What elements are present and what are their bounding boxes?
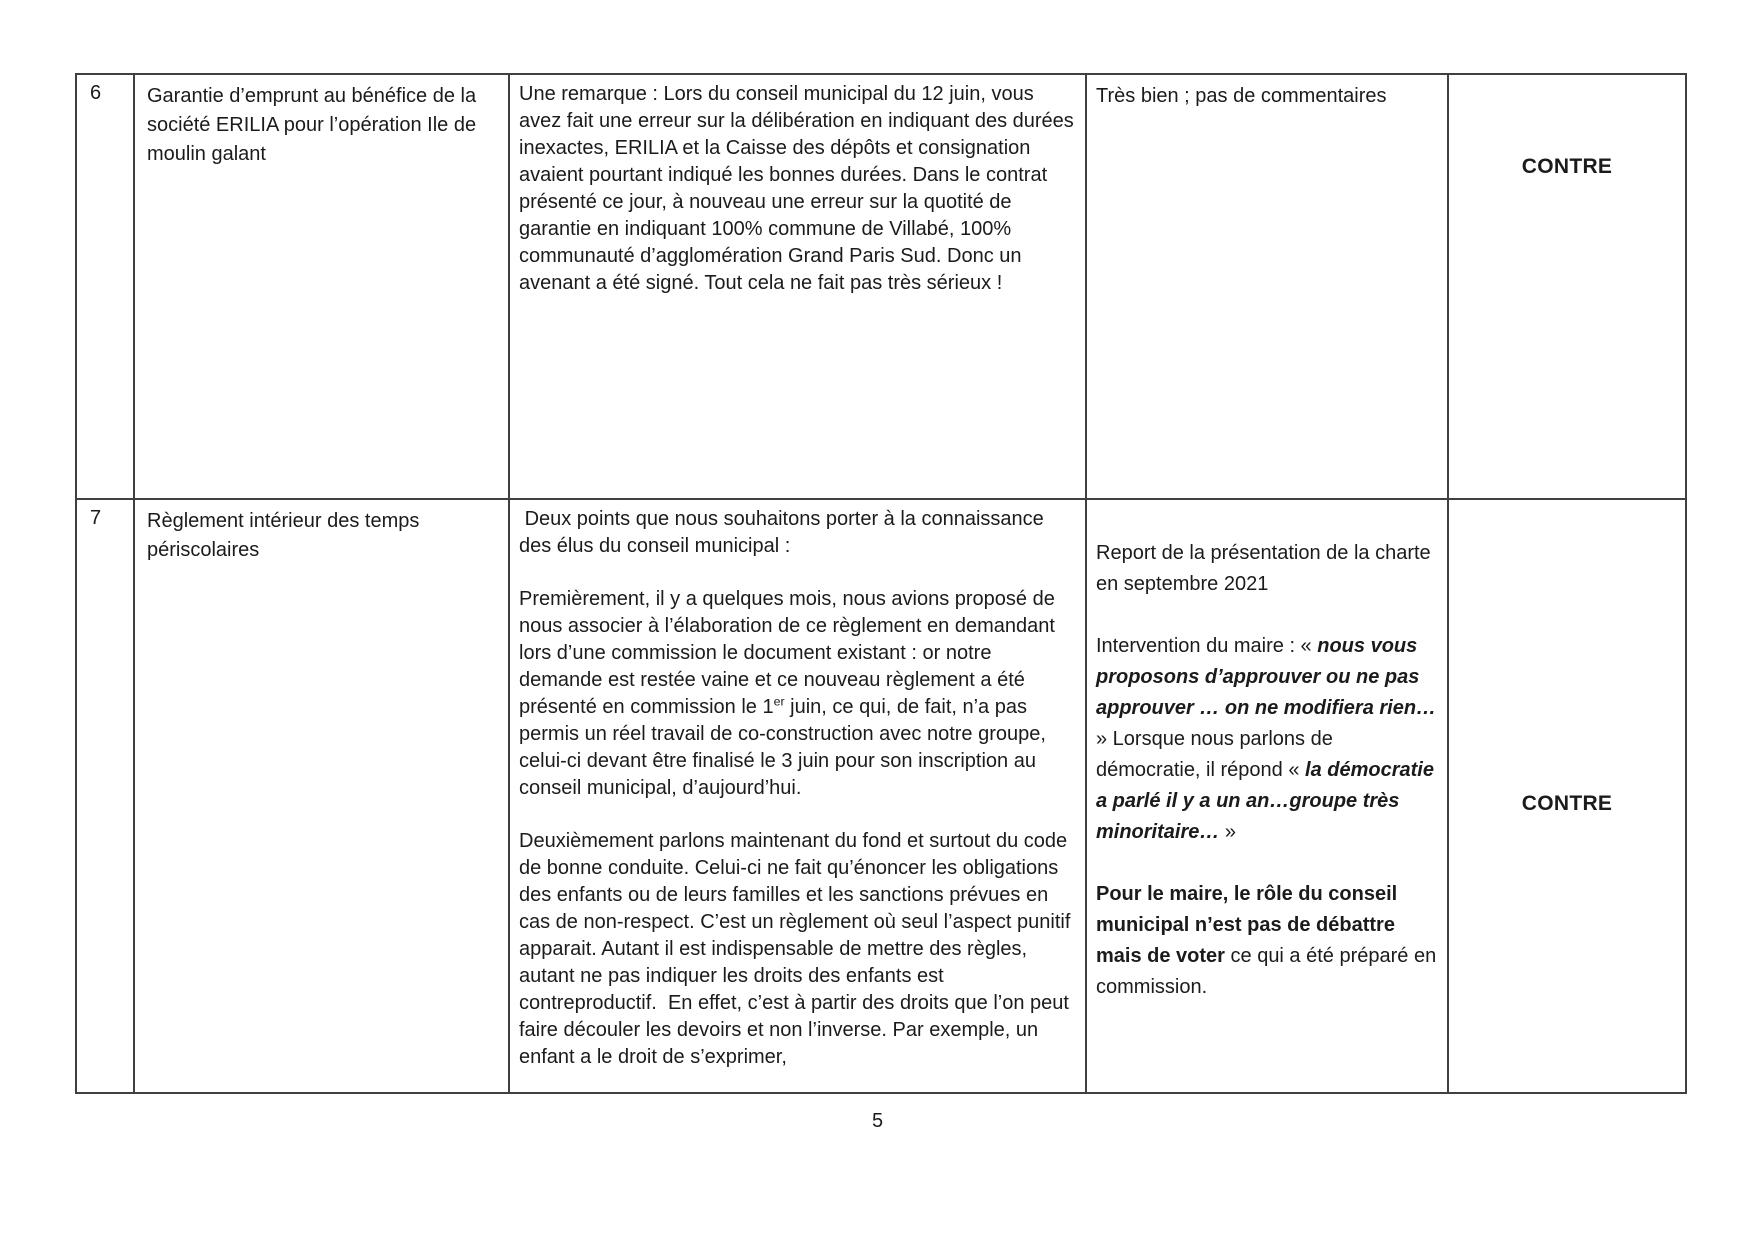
text-run: la démocratie a parlé il y a un an…groupe très minoritaire… (1096, 759, 1434, 843)
vote-cell (1449, 75, 1685, 500)
vote-cell (1449, 500, 1685, 1092)
text-run: juin, ce qui, de fait, n’a pas permis un réel travail de co-construction avec notre groupe, celui-ci devant être finalisé le 3 juin pour son inscription au conseil municipal, d’aujourd’hui. (519, 696, 1052, 799)
commentary-cell (510, 500, 1087, 1092)
text-run: Deuxièmement parlons maintenant du fond et surtout du code de bonne conduite. Celui-ci ne fait qu’énoncer les obligations des enfants ou de leurs familles et les sanctions prévues en cas de non-respect. C’est un règlement où seul l’aspect punitif apparait. Autant il est indispensable de mettre des règles, autant ne pas indiquer les droits des enfants est contreproductif. En effet, c’est à partir des droits que l’on peut faire découler les devoirs et non l’inverse. Par exemple, un enfant a le droit de s’exprimer, (519, 830, 1076, 1068)
item-title-cell (135, 500, 510, 1092)
text-run: er (773, 694, 785, 709)
text-run: Une remarque : Lors du conseil municipal du 12 juin, vous avez fait une erreur sur la délibération en indiquant des durées inexactes, ERILIA et la Caisse des dépôts et consignation avaient pourtant indiqué les bonnes durées. Dans le contrat présenté ce jour, à nouveau une erreur sur la quotité de garantie en indiquant 100% commune de Villabé, 100% communauté d’agglomération Grand Paris Sud. Donc un avenant a été signé. Tout cela ne fait pas très sérieux ! (519, 83, 1080, 294)
item-number: 7 (90, 507, 102, 529)
text-run: » Lorsque nous parlons de démocratie, il répond « (1096, 728, 1333, 781)
paragraph (1096, 631, 1438, 848)
paragraph (1096, 879, 1438, 1003)
text-run: Report de la présentation de la charte en septembre 2021 (1096, 542, 1431, 595)
text-run: Très bien ; pas de commentaires (1096, 85, 1387, 107)
page-number: 5 (871, 1110, 884, 1132)
item-number-cell (77, 500, 135, 1092)
text-run: Pour le maire, le rôle du conseil municipal n’est pas de débattre mais de voter (1096, 883, 1398, 967)
item-number-cell (77, 75, 135, 500)
response-cell (1087, 75, 1449, 500)
paragraph (519, 828, 1076, 1071)
text-run: ce qui a été préparé en commission. (1096, 945, 1437, 998)
vote-label: CONTRE (1521, 155, 1613, 178)
paragraph (1096, 538, 1438, 600)
text-run: nous vous proposons d’approuver ou ne pas approuver … on ne modifiera rien… (1096, 635, 1437, 719)
text-run: Premièrement, il y a quelques mois, nous avions proposé de nous associer à l’élaboration de ce règlement en demandant lors d’une commission le document existant : or notre demande est restée vaine et ce nouveau règlement a été présenté en commission le 1 (519, 588, 1061, 718)
response-cell (1087, 500, 1449, 1092)
paragraph (1096, 81, 1438, 112)
item-title: Garantie d’emprunt au bénéfice de la société ERILIA pour l’opération Ile de moulin galant (147, 85, 477, 165)
text-run: » (1219, 821, 1237, 843)
commentary-cell (510, 75, 1087, 500)
council-deliberations-table (75, 73, 1687, 1094)
paragraph (519, 81, 1080, 297)
item-title: Règlement intérieur des temps périscolaires (147, 510, 420, 561)
item-title-cell (135, 75, 510, 500)
paragraph (519, 506, 1076, 560)
vote-label: CONTRE (1521, 792, 1613, 815)
text-run: Deux points que nous souhaitons porter à la connaissance des élus du conseil municipal : (519, 508, 1050, 557)
paragraph (519, 586, 1076, 802)
text-run: Intervention du maire : « (1096, 635, 1318, 657)
item-number: 6 (90, 82, 102, 104)
